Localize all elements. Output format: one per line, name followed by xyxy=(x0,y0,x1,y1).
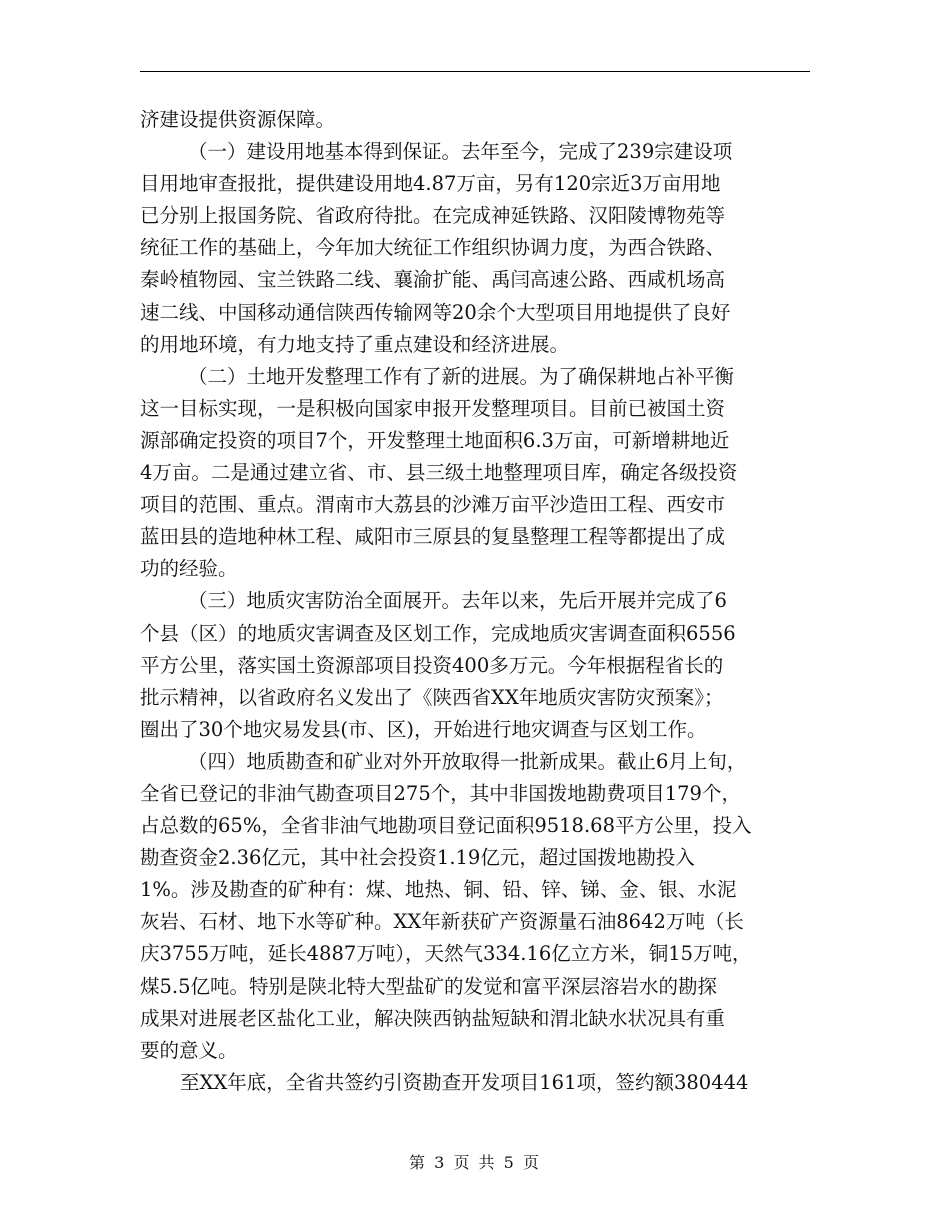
paragraph-start-line: （二）土地开发整理工作有了新的进展。为了确保耕地占补平衡 xyxy=(188,364,735,388)
text-line: 秦岭植物园、宝兰铁路二线、襄渝扩能、禹闫高速公路、西咸机场高 xyxy=(140,268,726,292)
footer-prefix: 第 xyxy=(409,1153,428,1172)
text-line: 占总数的65%，全省非油气地勘项目登记面积9518.68平方公里，投入 xyxy=(140,814,752,838)
page-footer xyxy=(0,1150,950,1173)
text-line: 目用地审查报批，提供建设用地4.87万亩，另有120宗近3万亩用地 xyxy=(140,172,721,196)
text-line: 全省已登记的非油气勘查项目275个，其中非国拨地勘费项目179个， xyxy=(140,781,741,805)
footer-total-label: 共 xyxy=(478,1153,497,1172)
footer-suffix: 页 xyxy=(522,1153,541,1172)
text-line: 济建设提供资源保障。 xyxy=(140,108,336,131)
paragraph-start-line: （一）建设用地基本得到保证。去年至今，完成了239宗建设项 xyxy=(188,140,733,164)
header-rule xyxy=(140,71,810,72)
text-line: 圈出了30个地灾易发县(市、区)，开始进行地灾调查与区划工作。 xyxy=(140,717,707,741)
text-line: 项目的范围、重点。渭南市大荔县的沙滩万亩平沙造田工程、西安市 xyxy=(140,493,726,517)
text-line: 源部确定投资的项目7个，开发整理土地面积6.3万亩，可新增耕地近 xyxy=(140,428,730,452)
footer-page-label: 页 xyxy=(453,1153,472,1172)
text-line: 统征工作的基础上，今年加大统征工作组织协调力度，为西合铁路、 xyxy=(140,236,726,260)
text-line: 功的经验。 xyxy=(140,557,238,581)
text-line: 要的意义。 xyxy=(140,1038,238,1062)
paragraph-start-line: （四）地质勘查和矿业对外开放取得一批新成果。截止6月上旬， xyxy=(188,749,747,773)
text-line: 速二线、中国移动通信陕西传输网等20余个大型项目用地提供了良好 xyxy=(140,300,731,324)
current-page-number: 3 xyxy=(434,1153,447,1172)
body-text xyxy=(140,104,812,1099)
text-line: 的用地环境，有力地支持了重点建设和经济进展。 xyxy=(140,332,570,356)
text-line: 庆3755万吨，延长4887万吨），天然气334.16亿立方米，铜15万吨， xyxy=(140,942,752,966)
text-line: 成果对进展老区盐化工业，解决陕西钠盐短缺和渭北缺水状况具有重 xyxy=(140,1006,726,1030)
text-line: 灰岩、石材、地下水等矿种。XX年新获矿产资源量石油8642万吨（长 xyxy=(140,910,744,934)
text-line: 个县（区）的地质灾害调查及区划工作，完成地质灾害调查面积6556 xyxy=(140,621,736,645)
total-pages-number: 5 xyxy=(503,1153,516,1172)
paragraph-start-line: 至XX年底，全省共签约引资勘查开发项目161项，签约额380444 xyxy=(180,1070,749,1094)
text-line: 4万亩。二是通过建立省、市、县三级土地整理项目库，确定各级投资 xyxy=(140,461,738,485)
text-line: 批示精神，以省政府名义发出了《陕西省XX年地质灾害防灾预案》； xyxy=(140,685,724,709)
text-line: 煤5.5亿吨。特别是陕北特大型盐矿的发觉和富平深层溶岩水的勘探 xyxy=(140,974,718,998)
text-line: 蓝田县的造地种林工程、咸阳市三原县的复垦整理工程等都提出了成 xyxy=(140,525,726,549)
text-line: 平方公里，落实国土资源部项目投资400多万元。今年根据程省长的 xyxy=(140,653,724,677)
text-line: 1%。涉及勘查的矿种有：煤、地热、铜、铅、锌、锑、金、银、水泥 xyxy=(140,878,737,902)
text-line: 已分别上报国务院、省政府待批。在完成神延铁路、汉阳陵博物苑等 xyxy=(140,204,726,228)
text-line: 这一目标实现，一是积极向国家申报开发整理项目。目前已被国土资 xyxy=(140,396,726,420)
text-line: 勘查资金2.36亿元，其中社会投资1.19亿元，超过国拨地勘投入 xyxy=(140,846,695,870)
paragraph-start-line: （三）地质灾害防治全面展开。去年以来，先后开展并完成了6 xyxy=(188,589,727,613)
